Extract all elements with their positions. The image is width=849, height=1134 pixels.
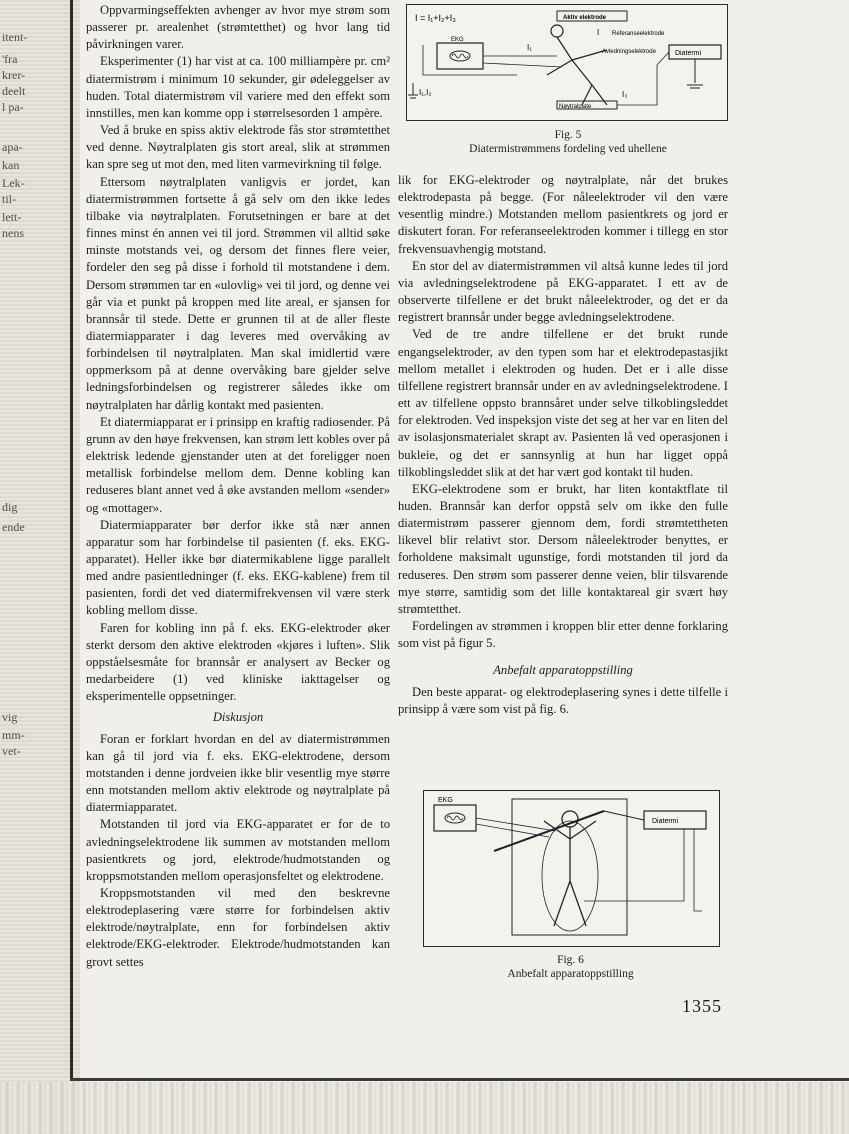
- margin-fragment: lett-: [2, 210, 22, 224]
- fig6-diatermi-label: Diatermi: [652, 818, 679, 825]
- paragraph: En stor del av diatermistrømmen vil altså kunne ledes til jord via avledningselektrodene på EKG-apparatet. I ett av de observerte tilfellene er det brukt nåleelektroder, og det er da registrert brannsår under begge avledningselektrodene.: [398, 258, 728, 325]
- page-number: 1355: [682, 996, 722, 1016]
- paragraph: Diatermiapparater bør derfor ikke stå nær annen apparatur som har forbindelse til pasienten (f. eks. EKG-apparatet). Heller ikke bør diatermikablene ligge parallelt med andre pasientledninger (f. eks. EKG-kablene) frem til pasienten, fordi det ved diatermifrekvensen vil være sterk kobling mellom disse.: [86, 517, 390, 618]
- margin-fragment: kan: [2, 158, 20, 172]
- fig5-diatermi-label: Diatermi: [675, 50, 702, 57]
- margin-fragment: itent-: [2, 30, 28, 44]
- scan-margin: [0, 0, 80, 1134]
- figure-6-caption: [423, 953, 718, 981]
- fig5-active-label: Aktiv elektrode: [563, 15, 607, 21]
- figure-6: [423, 790, 720, 947]
- scan-bottom-edge: [0, 1082, 849, 1134]
- paragraph: Ved å bruke en spiss aktiv elektrode fås stor strømtetthet ved denne. Nøytralplaten gis stort areal, slik at strømmen kan spre seg ut mot den, med liten varmevirkning til følge.: [86, 123, 390, 172]
- margin-fragment: mm-: [2, 728, 25, 742]
- paragraph: Faren for kobling inn på f. eks. EKG-elektroder øker sterkt dersom den aktive elektroden «kjøres i luften». Slik oppståelsesmåte for brannsår er analysert av Becker og medarbeidere (1) ved kliniske iakttagelser og eksperimentelle oppsetninger.: [86, 620, 390, 704]
- paragraph: Foran er forklart hvordan en del av diatermistrømmen kan gå til jord via f. eks. EKG-elektrodene, dersom motstanden i denne jordveien ikke blir vesentlig mye større enn motstanden mellom aktiv elektrode og nøytralplate på diatermiapparatet.: [86, 731, 390, 815]
- section-heading-anbefalt: Anbefalt apparatoppstilling: [493, 663, 633, 678]
- fig5-avled-label: Avledningselektrode: [602, 49, 656, 55]
- paragraph: Kroppsmotstanden vil med den beskrevne elektrodeplasering være større for forbindelsen aktiv elektrode/nøytralplate, enn for forbindelsen aktiv elektrode/EKG-elektroder. Elektrode/hudmotstanden kan grovt settes: [86, 885, 390, 969]
- margin-fragment: til-: [2, 192, 16, 206]
- right-column: [398, 172, 728, 718]
- margin-fragment: krer-: [2, 68, 26, 82]
- fig5-neutral-label: Nøytralplate: [559, 104, 592, 110]
- binding-line-vertical: [70, 0, 73, 1080]
- paragraph: Ettersom nøytralplaten vanligvis er jordet, kan diatermistrømmen fortsette å gå selv om den ikke ledes tilbake via nøytralplaten. Forutsetningen er bare at det finnes minst én annen vei til jord. Strømmen vil alltid søke minste motstands vei, og dersom det finnes flere veier, fordeler den seg på disse i forhold til motstandene i dem. Dersom strømmen tar en «ulovlig» vei til jord, og denne vei går via et punkt på kroppen med lite areal, er sjansen for brannsår til stede. Dette er grunnen til at de aller fleste diatermiapparater i dag leveres med overvåking av forbindelsen til nøytralplaten. Man skal imidlertid være oppmerksom på at denne overvåking bare gjelder selve ledningsforbindelsen og registrerer således ikke om nøytralplaten har dårlig kontakt med pasienten.: [86, 174, 390, 412]
- paragraph: Eksperimenter (1) har vist at ca. 100 milliampère pr. cm² diatermistrøm i minimum 10 sekunder, gir ødeleggelser av huden. Total diatermistrøm vil variere med den effekt som innstilles, men kan komme opp i størrelsesorden 1 ampère.: [86, 54, 390, 120]
- margin-fragment: Lek-: [2, 176, 25, 190]
- left-column: [86, 2, 390, 971]
- margin-fragment: apa-: [2, 140, 23, 154]
- figure-5: [406, 4, 728, 121]
- figure-6-diagram: [424, 791, 719, 946]
- margin-fragment: vet-: [2, 744, 21, 758]
- figure-5-diagram: [407, 5, 727, 120]
- fig5-i1-label: I₁: [527, 43, 532, 52]
- margin-fragment: vig: [2, 710, 18, 724]
- fig5-i3-label: I₃: [622, 90, 628, 99]
- paragraph: Oppvarmingseffekten avhenger av hvor mye strøm som passerer pr. arealenhet (strømtetthet) og hvor lang tid påvirkningen varer.: [86, 3, 390, 52]
- margin-fragment: l pa-: [2, 100, 24, 114]
- figure-6-title: Fig. 6: [557, 954, 584, 966]
- margin-fragment: dig: [2, 500, 18, 514]
- margin-fragment: 'fra: [2, 52, 18, 66]
- fig6-ekg-label: EKG: [438, 797, 453, 804]
- margin-fragment: ende: [2, 520, 25, 534]
- margin-fragment: deelt: [2, 84, 26, 98]
- margin-fragment: nens: [2, 226, 24, 240]
- paragraph: Et diatermiapparat er i prinsipp en kraftig radiosender. På grunn av den høye frekvensen, kan strøm lett kobles over på elektrisk ledende gjenstander uten at det foreligger noen metallisk forbindelse mellom dem. Denne kobling kan reduseres blant annet ved å øke avstanden mellom «sender» og «mottager».: [86, 414, 390, 515]
- figure-5-caption: [398, 128, 738, 156]
- paragraph: Ved de tre andre tilfellene er det brukt runde engangselektroder, av den typen som har et elektrodepastasjikt mellom metallet i elektroden og huden. Det er i alle disse tilfellene registrert brannsår under en av avledningselektrodene. I ett av tilfellene oppsto brannsåret under selve tilkoblingsleddet for elektroden. Ved inspeksjon viste det seg at her var en liten del av isolasjonsmaterialet skrapt av. Pasienten lå ved operasjonen i bukleie, og det er sannsynlig at hun har ligget oppå tilkoblingsleddet slik at det har vært god kontakt til huden.: [398, 327, 728, 479]
- paragraph: lik for EKG-elektroder og nøytralplate, når det brukes elektrodepasta på begge. (For nåleelektroder vil den være vesentlig mindre.) Motstanden mellom pasientkrets og jord er diskutert foran. For referanseelektroden kommer i tillegg en stor frekvensuavhengig motstand.: [398, 173, 728, 256]
- fig5-formula: I = I₁+I₂+I₃: [415, 13, 456, 23]
- fig5-ref-label: Referanseelektrode: [612, 31, 665, 37]
- figure-6-text: Anbefalt apparatoppstilling: [507, 968, 634, 980]
- fig5-ekg-label: EKG: [451, 37, 464, 43]
- figure-5-text: Diatermistrømmens fordeling ved uhellene: [469, 143, 667, 155]
- fig5-sum-label: I₁,I₂: [419, 88, 432, 97]
- figure-5-title: Fig. 5: [554, 129, 582, 141]
- binding-line-horizontal: [70, 1078, 849, 1081]
- paragraph: EKG-elektrodene som er brukt, har liten kontaktflate til huden. Brannsår kan derfor oppstå selv om ikke den fulle diatermistrøm passerer gjennom dem, fordi strømtettheten likevel blir relativt stor. Dersom nåleelektroder benyttes, er forholdene maksimalt ugunstige, fordi motstanden til jord da reduseres. Den strøm som passerer denne veien, blir tilsvarende mye større, samtidig som det lille kontaktareal gir svært høy strømtetthet.: [398, 481, 728, 616]
- paragraph: Fordelingen av strømmen i kroppen blir etter denne forklaring som vist på figur 5.: [398, 619, 728, 651]
- paragraph: Motstanden til jord via EKG-apparatet er for de to avledningselektrodene lik summen av motstanden mellom pasientkrets og jord, elektrode/hudmotstanden og kroppsmotstanden mellom operasjonsfeltet og elektrodene.: [86, 817, 390, 883]
- section-heading-diskusjon: Diskusjon: [212, 710, 264, 725]
- fig5-i2-label: I: [597, 28, 600, 37]
- paragraph: Den beste apparat- og elektrodeplasering synes i dette tilfelle i prinsipp å være som vist på fig. 6.: [398, 684, 728, 716]
